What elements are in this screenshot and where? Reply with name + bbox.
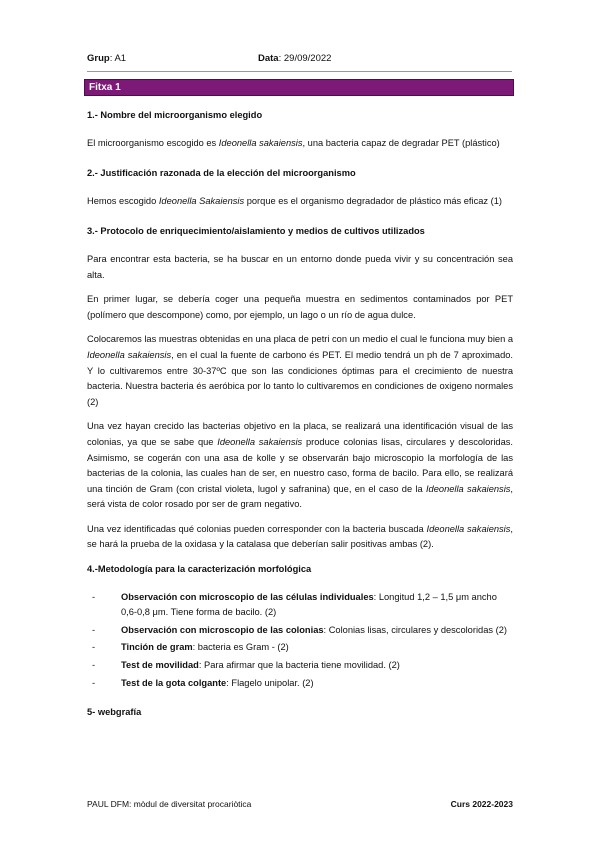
item-title: Test de movilidad	[121, 660, 199, 671]
item-text: : Longitud 1,2 – 1,5 μm ancho 0,6-0,8 μm. Tiene forma de bacilo. (2)	[121, 591, 497, 618]
section-5-heading: 5- webgrafía	[87, 707, 142, 718]
group-label: Grup	[87, 53, 110, 64]
s1-text-b: , una bacteria capaz de degradar PET (plástico)	[302, 137, 500, 148]
s3p5-text-b: , se hará la prueba de la oxidasa y la catalasa que deberían salir positivas ambas (2).	[87, 523, 513, 550]
list-item	[87, 590, 513, 621]
s3p3-species: Ideonella sakaiensis	[87, 349, 172, 360]
item-title: Observación con microscopio de las colonias	[121, 624, 324, 635]
s1-species: Ideonella sakaiensis	[218, 137, 303, 148]
dash-bullet: -	[92, 624, 96, 635]
section-2-heading: 2.- Justificación razonada de la elección del microorganismo	[87, 168, 356, 179]
s1-text-a: El microorganismo escogido es	[87, 137, 219, 148]
list-item	[87, 623, 513, 639]
s2-species: Ideonella Sakaiensis	[158, 195, 245, 206]
item-title: Observación con microscopio de las células individuales	[121, 591, 374, 602]
item-text: : Colonias lisas, circulares y descoloridas (2)	[323, 624, 507, 635]
section-3-paragraph-4	[87, 419, 513, 513]
s3p4-text-c: , será vista de color rosado por ser de gram negativo.	[87, 483, 513, 510]
header-divider	[87, 71, 512, 72]
s3p3-text-b: , en el cual la fuente de carbono és PET. El medio tendrá un ph de 7 aproximado. Y lo cultivaremos entre 30-37ºC que son las condiciones óptimas para el crecimiento de nuestra bacteria. Nuestra bacteria és aeróbica por lo tanto lo cultivaremos en condiciones de oxigeno normales (2)	[87, 349, 513, 407]
section-1-heading: 1.- Nombre del microorganismo elegido	[87, 110, 263, 120]
item-text: : bacteria es Gram - (2)	[192, 642, 289, 653]
date-label: Data	[258, 53, 279, 64]
section-3-paragraph-2: En primer lugar, se debería coger una pequeña muestra en sedimentos contaminados por PET (polímero que descompone) como, por ejemplo, un lago o un río de agua dulce.	[87, 294, 513, 320]
item-text: : Para afirmar que la bacteria tiene movilidad. (2)	[198, 660, 400, 671]
s3p5-species: Ideonella sakaiensis	[426, 523, 511, 534]
dash-bullet: -	[92, 591, 96, 602]
methodology-list	[87, 590, 513, 692]
item-title: Tinción de gram	[121, 642, 193, 653]
group-value: : A1	[109, 53, 127, 64]
section-3-paragraph-3	[87, 332, 513, 410]
s3p3-text-a: Colocaremos las muestras obtenidas en una placa de petri con un medio el cual le funciona muy bien a	[87, 334, 513, 345]
document-body	[87, 108, 513, 733]
s3p5-text-a: Una vez identificadas qué colonias pueden corresponder con la bacteria buscada	[87, 523, 427, 534]
footer-module: PAUL DFM: mòdul de diversitat procariòtica	[87, 799, 252, 809]
section-3-heading: 3.- Protocolo de enriquecimiento/aislamiento y medios de cultivos utilizados	[87, 226, 425, 237]
sheet-title-bar	[84, 79, 514, 96]
section-2-paragraph	[87, 194, 513, 210]
s3p4-species-2: Ideonella sakaiensis	[425, 483, 511, 494]
dash-bullet: -	[92, 677, 96, 688]
s3p4-species-1: Ideonella sakaiensis	[217, 436, 303, 447]
list-item	[87, 658, 513, 674]
footer-course: Curs 2022-2023	[450, 799, 513, 809]
section-3-paragraph-1: Para encontrar esta bacteria, se ha buscar en un entorno donde pueda vivir y su concentración sea alta.	[87, 253, 513, 280]
dash-bullet: -	[92, 642, 96, 653]
s2-text-a: Hemos escogido	[87, 195, 159, 206]
s3p4-text-a: Una vez hayan crecido las bacterias objetivo en la placa, se realizará una identificación visual de las colonias, ya que se sabe que	[87, 421, 513, 447]
date-field	[258, 53, 331, 64]
sheet-title: Fitxa 1	[89, 82, 121, 93]
s3p4-text-b: produce colonias lisas, circulares y descoloridas. Asimismo, se cogerán con una asa de kolle y se observarán bajo microscopio la morfología de las bacterias de la colonia, las cuales han de ser, en nuestro caso, forma de bacilo. Para ello, se realizará una tinción de Gram (con cristal violeta, lugol y safranina) que, en el caso de la	[87, 436, 514, 494]
section-4-heading: 4.-Metodología para la caracterización morfológica	[87, 564, 312, 575]
list-item	[87, 676, 513, 692]
section-1-paragraph	[87, 136, 513, 152]
group-field	[87, 53, 126, 64]
s2-text-b: porque es el organismo degradador de plástico más eficaz (1)	[244, 195, 502, 206]
date-value: : 29/09/2022	[278, 53, 332, 64]
item-title: Test de la gota colgante	[121, 677, 227, 688]
list-item	[87, 640, 513, 656]
item-text: : Flagelo unipolar. (2)	[226, 677, 314, 688]
dash-bullet: -	[92, 660, 96, 671]
section-3-paragraph-5	[87, 522, 513, 553]
